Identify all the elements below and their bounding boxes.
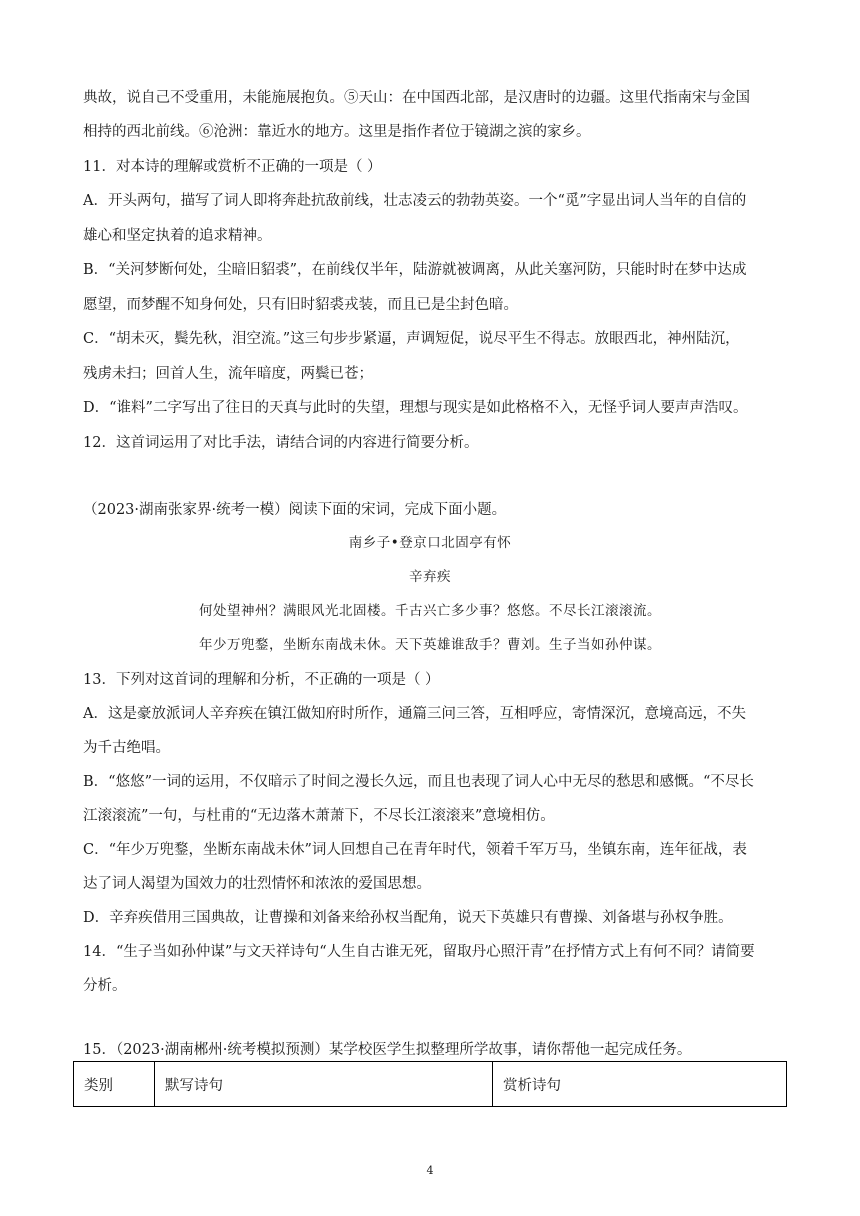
table-header-row [74, 1062, 787, 1107]
section-intro: （2023·湖南张家界·统考一模）阅读下面的宋词，完成下面小题。 [83, 502, 507, 518]
question-14-line-2: 分析。 [83, 978, 127, 994]
q13-option-a-line-1: A．这是豪放派词人辛弃疾在镇江做知府时所作，通篇三问三答，互相呼应，寄情深沉，意境高远，不失 [83, 706, 746, 722]
q13-option-c-line-2: 达了词人渴望为国效力的壮烈情怀和浓浓的爱国思想。 [83, 876, 431, 892]
q11-option-b-line-1: B．“关河梦断何处，尘暗旧貂裘”，在前线仅半年，陆游就被调离，从此关塞河防，只能时时在梦中达成 [83, 262, 747, 278]
task-table [73, 1061, 787, 1107]
q13-option-b-line-1: B．“悠悠”一词的运用，不仅暗示了时间之漫长久远，而且也表现了词人心中无尽的愁思和感慨。“不尽长 [83, 774, 754, 790]
q13-option-d: D．辛弃疾借用三国典故，让曹操和刘备来给孙权当配角，说天下英雄只有曹操、刘备堪与孙权争胜。 [83, 910, 733, 926]
q11-option-c-line-2: 残虏未扫；回首人生，流年暗度，两鬓已苍； [83, 366, 373, 382]
table-header-category: 类别 [74, 1062, 155, 1107]
poem-line-2: 年少万兜鍪，坐断东南战未休。天下英雄谁敌手？曹刘。生子当如孙仲谋。 [199, 637, 661, 653]
q11-option-d: D．“谁料”二字写出了往日的天真与此时的失望，理想与现实是如此格格不入，无怪乎词人要声声浩叹。 [83, 400, 748, 416]
question-11: 11．对本诗的理解或赏析不正确的一项是（ ） [83, 159, 382, 175]
annotation-line-2: 相持的西北前线。⑥沧洲：靠近水的地方。这里是指作者位于镜湖之滨的家乡。 [83, 124, 591, 140]
q13-option-a-line-2: 为千古绝唱。 [83, 740, 170, 756]
q13-option-b-line-2: 江滚滚流”一句，与杜甫的“无边落木萧萧下，不尽长江滚滚来”意境相仿。 [83, 808, 555, 824]
q11-option-c-line-1: C．“胡未灭，鬓先秋，泪空流。”这三句步步紧逼，声调短促，说尽平生不得志。放眼西北，神州陆沉， [83, 331, 740, 347]
q11-option-a-line-1: A．开头两句，描写了词人即将奔赴抗敌前线，壮志凌云的勃勃英姿。一个“觅”字显出词人当年的自信的 [83, 193, 747, 209]
table-header-appreciation: 赏析诗句 [493, 1062, 787, 1107]
question-12: 12．这首词运用了对比手法，请结合词的内容进行简要分析。 [83, 435, 479, 451]
annotation-line-1: 典故，说自己不受重用，未能施展抱负。⑤天山：在中国西北部，是汉唐时的边疆。这里代指南宋与金国 [83, 90, 750, 106]
q13-option-c-line-1: C．“年少万兜鍪，坐断东南战未休”词人回想自己在青年时代，领着千军万马，坐镇东南，连年征战，表 [83, 842, 747, 858]
poem-author: 辛弃疾 [409, 569, 451, 585]
q11-option-b-line-2: 愿望，而梦醒不知身何处，只有旧时貂裘戎装，而且已是尘封色暗。 [83, 297, 518, 313]
table-header-dictation: 默写诗句 [155, 1062, 493, 1107]
page-number: 4 [426, 1164, 434, 1177]
poem-title: 南乡子•登京口北固亭有怀 [348, 535, 512, 551]
q11-option-a-line-2: 雄心和坚定执着的追求精神。 [83, 228, 272, 244]
question-13: 13．下列对这首词的理解和分析，不正确的一项是（ ） [83, 672, 440, 688]
poem-line-1: 何处望神州？满眼风光北固楼。千古兴亡多少事？悠悠。不尽长江滚滚流。 [199, 603, 661, 619]
question-14-line-1: 14．“生子当如孙仲谋”与文天祥诗句“人生自古谁无死，留取丹心照汗青”在抒情方式上有何不同？请简要 [83, 944, 755, 960]
question-15: 15．（2023·湖南郴州·统考模拟预测）某学校医学生拟整理所学故事，请你帮他一起完成任务。 [83, 1042, 692, 1058]
